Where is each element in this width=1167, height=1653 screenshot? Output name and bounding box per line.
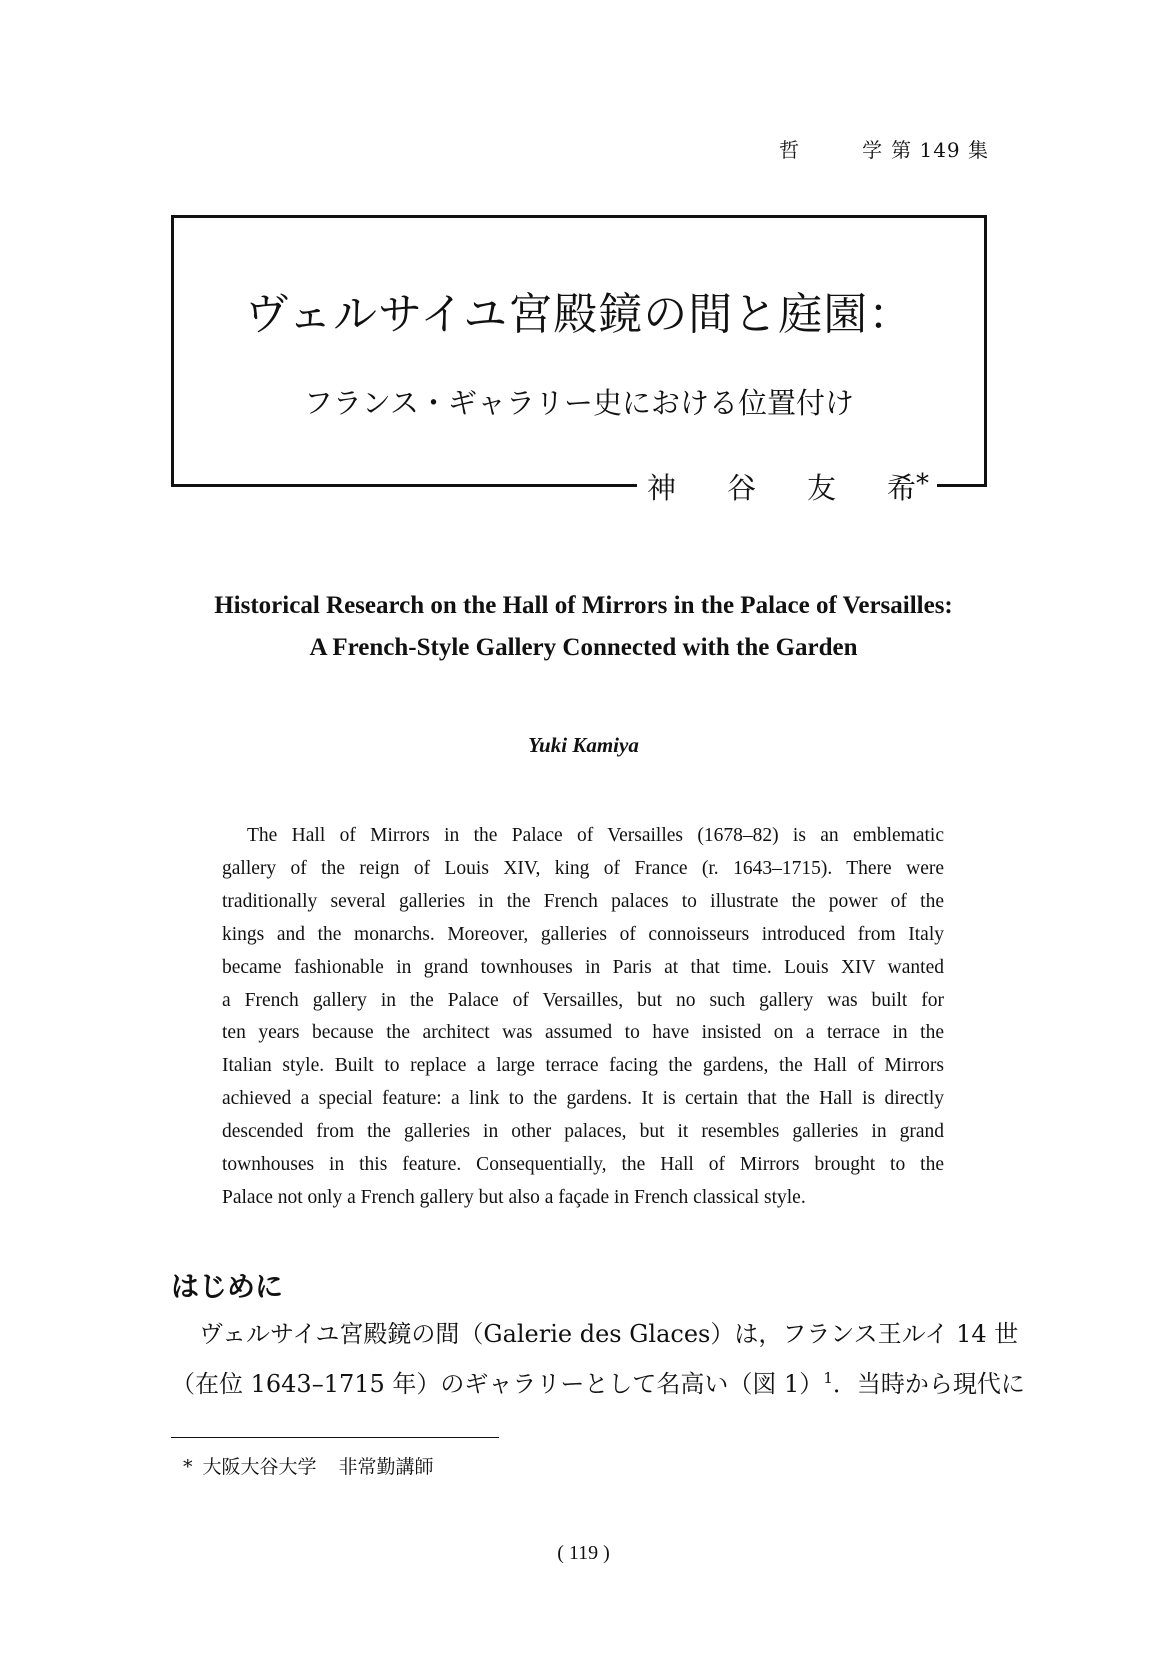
abstract-line: The Hall of Mirrors in the Palace of Versailles (1678–82) is an emblematic	[247, 825, 944, 846]
running-head-part2: 学	[862, 138, 884, 162]
running-head-volume: 第 149 集	[891, 138, 989, 162]
author-rule-right	[937, 484, 987, 487]
author-char: 友	[807, 471, 837, 505]
body-line-part: ．当時から現代に	[832, 1370, 1025, 1398]
note-reference[interactable]: 1	[823, 1369, 833, 1387]
japanese-author	[647, 466, 929, 507]
footnote-rule	[171, 1437, 499, 1438]
english-author: Yuki Kamiya	[528, 733, 639, 757]
abstract-line: descended from the galleries in other palaces, but it resembles galleries in grand	[222, 1121, 944, 1143]
abstract-line: gallery of the reign of Louis XIV, king of France (r. 1643–1715). There were	[222, 857, 944, 879]
abstract-line: Palace not only a French gallery but also a façade in French classical style.	[222, 1186, 806, 1208]
author-footnote-mark: *	[916, 469, 930, 499]
author-char: 希	[887, 471, 917, 505]
english-title-line1: Historical Research on the Hall of Mirrors in the Palace of Versailles:	[214, 592, 953, 619]
footnote-position: 非常勤講師	[338, 1456, 434, 1478]
english-title-line2: A French-Style Gallery Connected with the Garden	[309, 634, 858, 661]
author-row	[171, 466, 987, 506]
abstract-line: ten years because the architect was assumed to have insisted on a terrace in the	[222, 1022, 944, 1044]
abstract-line: became fashionable in grand townhouses in Paris at that time. Louis XIV wanted	[222, 956, 944, 978]
abstract-line: achieved a special feature: a link to the gardens. It is certain that the Hall is directly	[222, 1088, 944, 1110]
title-box	[171, 215, 987, 485]
body-line: ヴェルサイユ宮殿鏡の間（Galerie des Glaces）は，フランス王ルイ 14 世	[199, 1320, 1019, 1348]
japanese-title: ヴェルサイユ宮殿鏡の間と庭園：	[244, 289, 914, 340]
abstract-line: kings and the monarchs. Moreover, galleries of connoisseurs introduced from Italy	[222, 923, 944, 945]
body-line	[171, 1356, 1025, 1406]
running-head-part1: 哲	[779, 138, 801, 162]
abstract	[222, 820, 944, 1215]
author-rule-left	[171, 484, 637, 487]
japanese-subtitle: フランス・ギャラリー史における位置付け	[303, 386, 855, 420]
author-char: 谷	[727, 471, 757, 505]
body-line-part: （在位 1643–1715 年）のギャラリーとして名高い（図 1）	[171, 1370, 824, 1398]
abstract-line: traditionally several galleries in the French palaces to illustrate the power of the	[222, 890, 944, 912]
body-text	[171, 1312, 1025, 1406]
footnote	[183, 1452, 434, 1479]
running-head	[779, 134, 989, 163]
abstract-line: a French gallery in the Palace of Versailles, but no such gallery was built for	[222, 989, 944, 1011]
page-number: ( 119 )	[557, 1542, 610, 1564]
abstract-line: townhouses in this feature. Consequentially, the Hall of Mirrors brought to the	[222, 1154, 944, 1176]
english-title	[0, 585, 1167, 669]
footnote-affiliation: 大阪大谷大学	[202, 1456, 317, 1478]
footnote-mark: *	[183, 1456, 193, 1478]
author-char: 神	[647, 471, 677, 505]
abstract-line: Italian style. Built to replace a large terrace facing the gardens, the Hall of Mirrors	[222, 1055, 944, 1077]
section-heading: はじめに	[171, 1270, 284, 1303]
